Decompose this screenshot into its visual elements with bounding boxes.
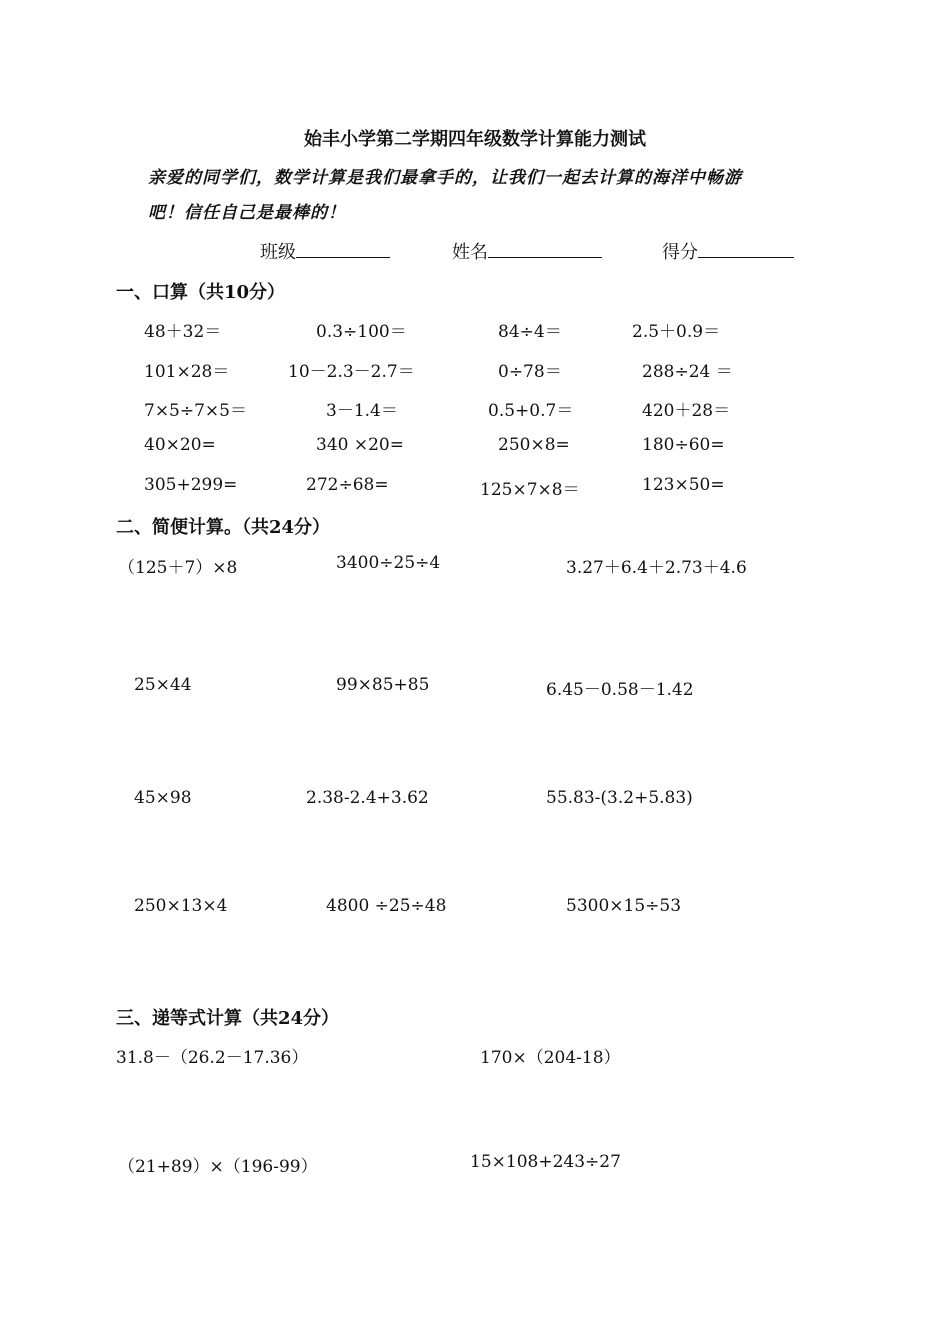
page-title: 始丰小学第二学期四年级数学计算能力测试 xyxy=(304,129,646,150)
problem: 40×20= xyxy=(144,435,216,455)
problem: 25×44 xyxy=(134,675,192,695)
problem: 55.83-(3.2+5.83) xyxy=(546,788,693,808)
problem: 6.45－0.58－1.42 xyxy=(546,680,694,700)
problem: 123×50= xyxy=(642,475,725,495)
problem: 250×8= xyxy=(498,435,570,455)
problem: 420＋28＝ xyxy=(642,401,731,421)
class-blank xyxy=(296,239,390,258)
problem: 2.38-2.4+3.62 xyxy=(306,788,429,808)
problem: 10－2.3－2.7＝ xyxy=(288,362,415,382)
problem: 101×28＝ xyxy=(144,362,230,382)
problem: 4800 ÷25÷48 xyxy=(326,896,447,916)
score-field xyxy=(662,238,794,264)
problem: （21+89）×（196-99） xyxy=(118,1157,318,1177)
problem: 288÷24 ＝ xyxy=(642,362,733,382)
problem: 84÷4＝ xyxy=(498,322,562,342)
name-blank xyxy=(488,239,602,258)
problem: 3－1.4＝ xyxy=(326,401,398,421)
problem: 15×108+243÷27 xyxy=(470,1152,621,1172)
problem: 31.8－（26.2－17.36） xyxy=(116,1048,309,1068)
section-1-heading: 一、口算（共10分） xyxy=(116,282,286,303)
problem: 99×85+85 xyxy=(336,675,430,695)
problem: 2.5＋0.9＝ xyxy=(632,322,721,342)
name-label: 姓名 xyxy=(452,242,488,263)
intro-line-2: 吧！信任自己是最棒的！ xyxy=(148,203,346,223)
section-3-heading: 三、递等式计算（共24分） xyxy=(116,1008,340,1029)
problem: 0÷78＝ xyxy=(498,362,562,382)
problem: 0.5+0.7＝ xyxy=(488,401,574,421)
problem: 272÷68= xyxy=(306,475,389,495)
class-label: 班级 xyxy=(260,242,296,263)
problem: 250×13×4 xyxy=(134,896,228,916)
problem: （125＋7）×8 xyxy=(118,558,238,578)
section-2-heading: 二、简便计算。（共24分） xyxy=(116,517,331,538)
score-blank xyxy=(698,239,794,258)
problem: 3.27＋6.4＋2.73＋4.6 xyxy=(566,558,747,578)
problem: 305+299= xyxy=(144,475,238,495)
problem: 0.3÷100＝ xyxy=(316,322,407,342)
problem: 180÷60= xyxy=(642,435,725,455)
problem: 125×7×8＝ xyxy=(480,480,580,500)
problem: 48＋32＝ xyxy=(144,322,222,342)
problem: 5300×15÷53 xyxy=(566,896,682,916)
problem: 340 ×20= xyxy=(316,435,404,455)
name-field xyxy=(452,238,602,264)
problem: 170×（204-18） xyxy=(480,1048,621,1068)
problem: 3400÷25÷4 xyxy=(336,553,441,573)
class-field xyxy=(260,238,390,264)
score-label: 得分 xyxy=(662,242,698,263)
problem: 7×5÷7×5＝ xyxy=(144,401,247,421)
intro-line-1: 亲爱的同学们，数学计算是我们最拿手的，让我们一起去计算的海洋中畅游 xyxy=(148,168,742,188)
problem: 45×98 xyxy=(134,788,192,808)
